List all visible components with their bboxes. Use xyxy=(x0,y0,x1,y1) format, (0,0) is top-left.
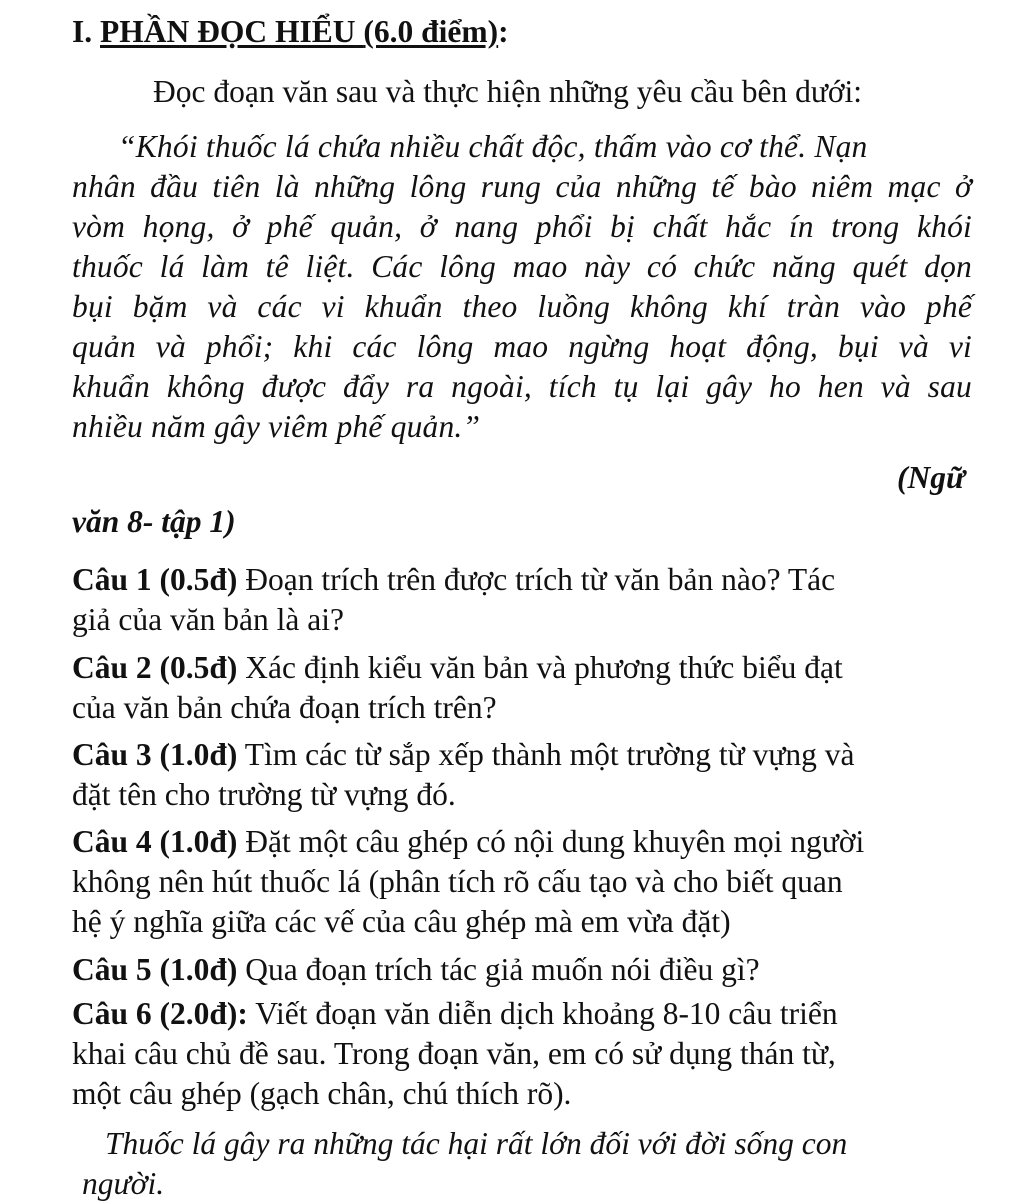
question-4 xyxy=(72,822,962,942)
passage-line: nhân đầu tiên là những lông rung của những tế bào niêm mạc ở xyxy=(72,169,972,204)
question-text: Tìm các từ sắp xếp thành một trường từ vựng và xyxy=(237,737,855,772)
section-title: PHẦN ĐỌC HIỂU (6.0 điểm) xyxy=(100,14,499,49)
question-text: đặt tên cho trường từ vựng đó. xyxy=(72,777,456,812)
section-number: I. xyxy=(72,14,93,49)
question-text: một câu ghép (gạch chân, chú thích rõ). xyxy=(72,1076,572,1111)
instruction-text: Đọc đoạn văn sau và thực hiện những yêu cầu bên dưới: xyxy=(153,74,863,109)
topic-sentence: Thuốc lá gây ra những tác hại rất lớn đối với đời sống con xyxy=(105,1126,848,1161)
passage-line: khuẩn không được đẩy ra ngoài, tích tụ lại gây ho hen và sau xyxy=(72,369,972,404)
section-score: (6.0 điểm) xyxy=(363,14,499,49)
passage-source-continued: văn 8- tập 1) xyxy=(72,504,236,539)
question-label: Câu 2 (0.5đ) xyxy=(72,650,238,685)
question-label: Câu 6 (2.0đ): xyxy=(72,996,248,1031)
question-text: Xác định kiểu văn bản và phương thức biểu đạt xyxy=(237,650,843,685)
question-5 xyxy=(72,950,962,990)
question-text: Đặt một câu ghép có nội dung khuyên mọi người xyxy=(237,824,865,859)
question-6 xyxy=(72,994,962,1114)
question-label: Câu 1 (0.5đ) xyxy=(72,562,238,597)
question-3 xyxy=(72,735,962,815)
question-text: Đoạn trích trên được trích từ văn bản nào? Tác xyxy=(237,562,836,597)
question-label: Câu 5 (1.0đ) xyxy=(72,952,238,987)
passage-line: vòm họng, ở phế quản, ở nang phổi bị chất hắc ín trong khói xyxy=(72,209,972,244)
question-text: Qua đoạn trích tác giả muốn nói điều gì? xyxy=(237,952,760,987)
passage-source: (Ngữ xyxy=(897,460,965,495)
passage-line: nhiều năm gây viêm phế quản.” xyxy=(72,409,481,444)
question-text: khai câu chủ đề sau. Trong đoạn văn, em có sử dụng thán từ, xyxy=(72,1036,836,1071)
question-label: Câu 4 (1.0đ) xyxy=(72,824,238,859)
question-text: hệ ý nghĩa giữa các vế của câu ghép mà em vừa đặt) xyxy=(72,904,731,939)
topic-sentence-continued: người. xyxy=(82,1166,165,1201)
question-text: của văn bản chứa đoạn trích trên? xyxy=(72,690,497,725)
question-text: giả của văn bản là ai? xyxy=(72,602,344,637)
reading-passage xyxy=(72,127,972,447)
question-1 xyxy=(72,560,962,640)
question-text: Viết đoạn văn diễn dịch khoảng 8-10 câu triển xyxy=(247,996,838,1031)
question-text: không nên hút thuốc lá (phân tích rõ cấu tạo và cho biết quan xyxy=(72,864,843,899)
passage-line: bụi bặm và các vi khuẩn theo luồng không khí tràn vào phế xyxy=(72,289,972,324)
passage-line: quản và phổi; khi các lông mao ngừng hoạt động, bụi và vi xyxy=(72,329,972,364)
question-2 xyxy=(72,648,962,728)
section-heading: I. PHẦN ĐỌC HIỂU (6.0 điểm): xyxy=(72,14,509,49)
question-label: Câu 3 (1.0đ) xyxy=(72,737,238,772)
passage-line: “Khói thuốc lá chứa nhiều chất độc, thấm vào cơ thể. Nạn xyxy=(118,129,868,164)
passage-line: thuốc lá làm tê liệt. Các lông mao này có chức năng quét dọn xyxy=(72,249,972,284)
